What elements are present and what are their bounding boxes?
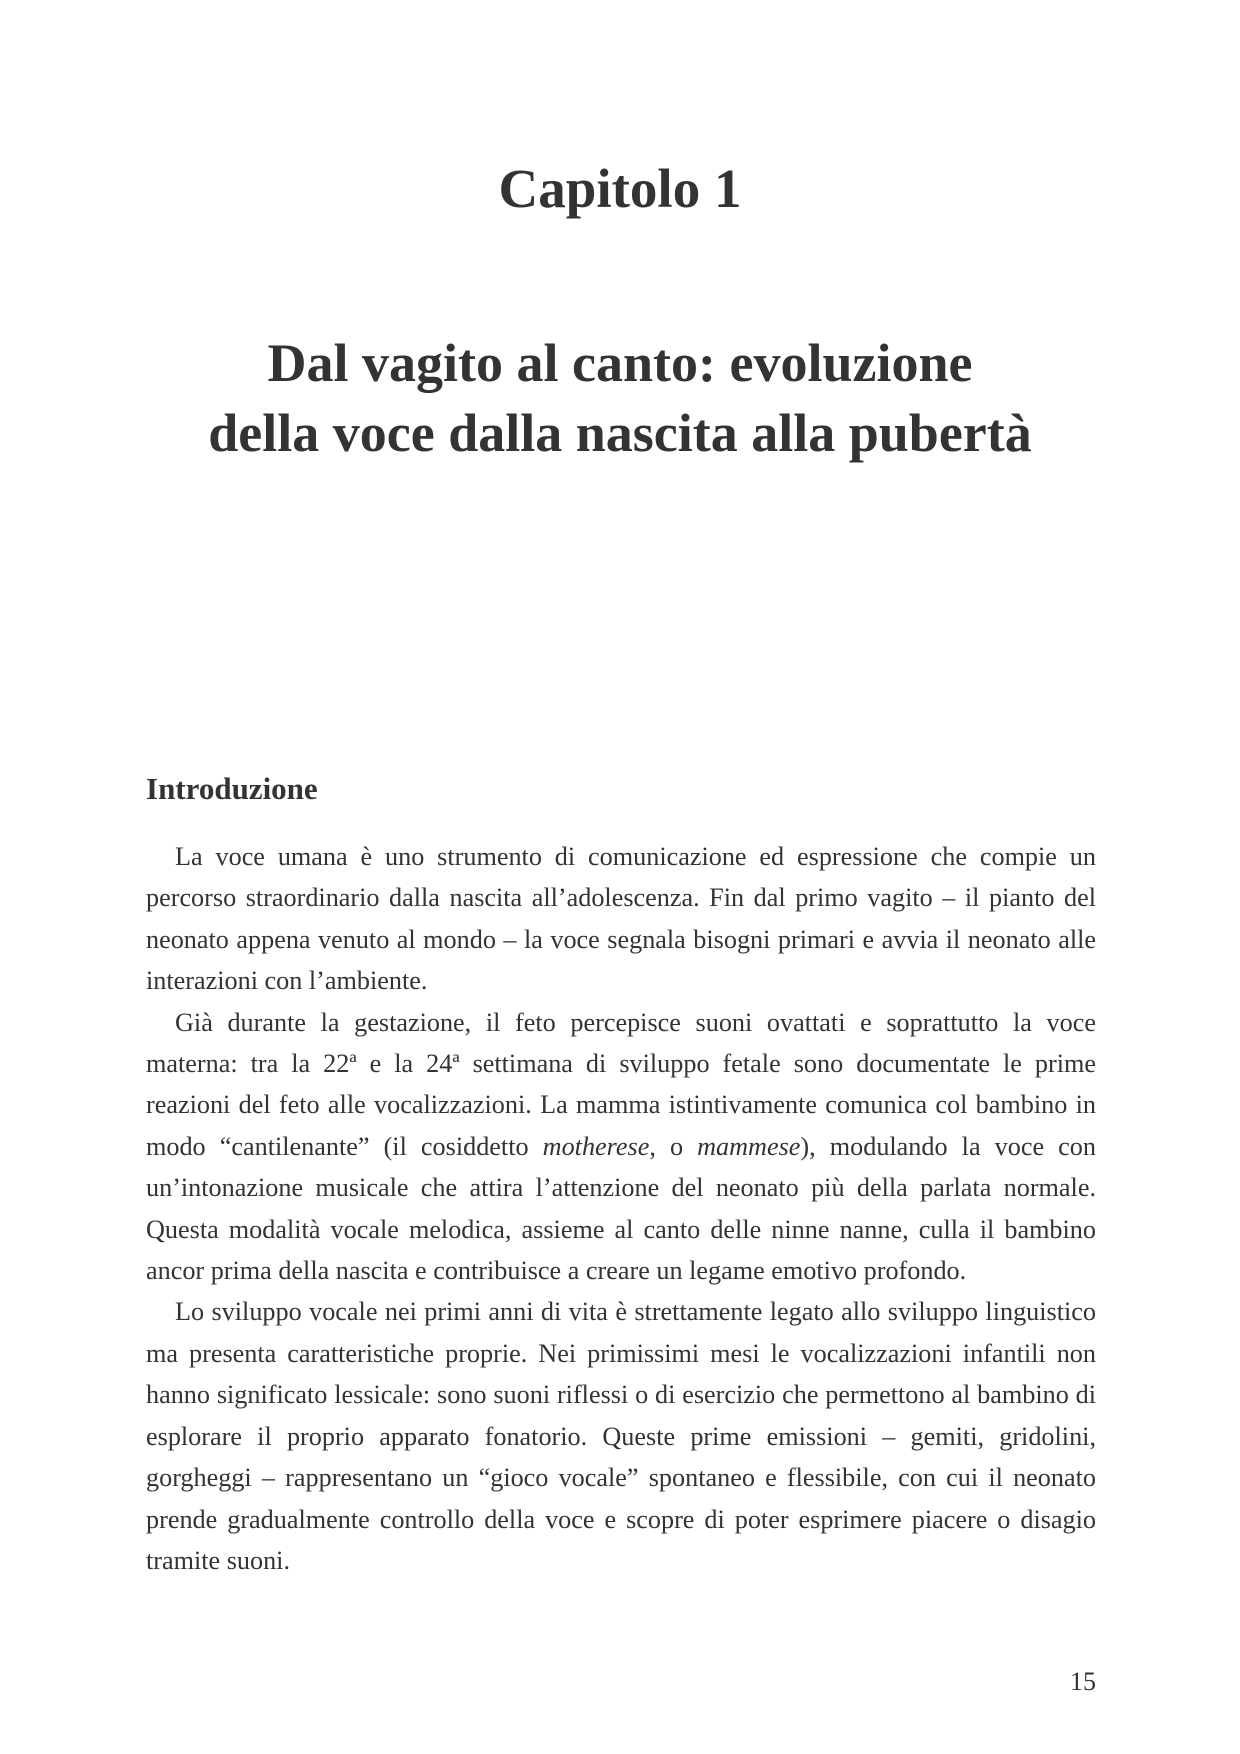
paragraph-2-part-3: ), modulando la voce con un’intonazione musicale che attira l’attenzione del neonato più della parlata normale. Questa modalità vocale melodica, assieme al canto delle ninne nanne, culla il bambino ancor prima della nascita e contribuisce a creare un legame emotivo profondo. <box>146 1131 1096 1286</box>
term-motherese: motherese <box>542 1131 650 1161</box>
term-mammese: mammese <box>697 1131 801 1161</box>
section-heading: Introduzione <box>146 771 318 806</box>
paragraph-2-part-1: Già durante la gestazione, il feto percepisce suoni ovattati e soprattutto la voce materna: tra la 22ª e la 24ª settimana di sviluppo fetale sono documentate le prime reazioni del feto alle vocalizzazioni. La mamma istintivamente comunica col bambino in modo “cantilenante” (il cosiddetto <box>146 1007 1096 1161</box>
chapter-title-line-1: Dal vagito al canto: evoluzione <box>267 333 973 393</box>
paragraph-2-part-2: , o <box>649 1131 698 1161</box>
page-number: 15 <box>1070 1667 1096 1696</box>
chapter-title <box>0 328 1240 468</box>
chapter-title-line-2: della voce dalla nascita alla pubertà <box>208 403 1032 463</box>
paragraph-1: La voce umana è uno strumento di comunicazione ed espressione che compie un percorso straordinario dalla nascita all’adolescenza. Fin dal primo vagito – il pianto del neonato appena venuto al mondo – la voce segnala bisogni primari e avvia il neonato alle interazioni con l’ambiente. <box>146 842 1096 996</box>
body-text <box>146 836 1096 1581</box>
chapter-label: Capitolo 1 <box>498 158 742 219</box>
paragraph-2 <box>146 1002 1096 1292</box>
paragraph-3: Lo sviluppo vocale nei primi anni di vita è strettamente legato allo sviluppo linguistico ma presenta caratteristiche proprie. Nei primissimi mesi le vocalizzazioni infantili non hanno significato lessicale: sono suoni riflessi o di esercizio che permettono al bambino di esplorare il proprio apparato fonatorio. Queste prime emissioni – gemiti, gridolini, gorgheggi – rappresentano un “gioco vocale” spontaneo e flessibile, con cui il neonato prende gradualmente controllo della voce e scopre di poter esprimere piacere o disagio tramite suoni. <box>146 1297 1096 1575</box>
